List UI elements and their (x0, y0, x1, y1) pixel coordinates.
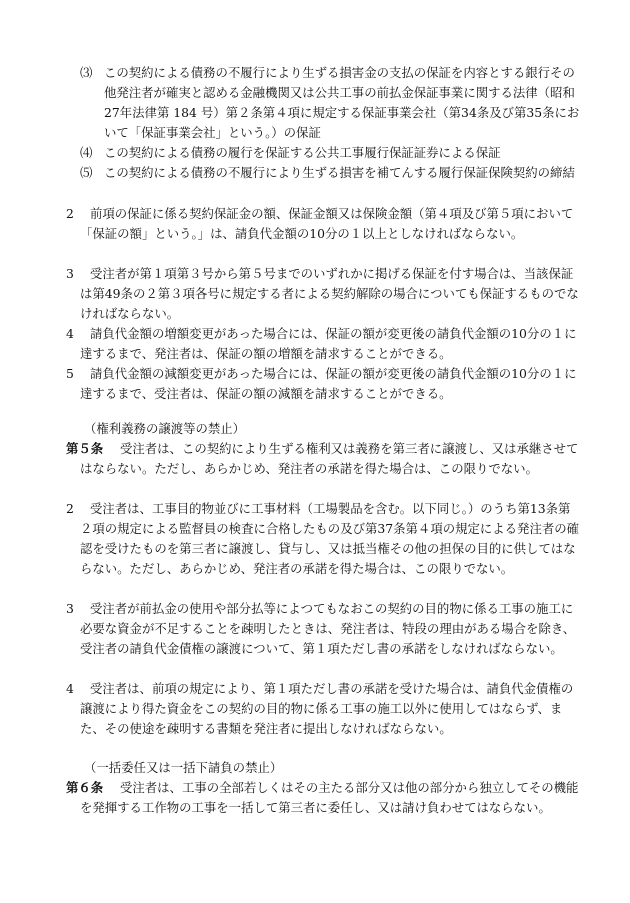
paragraph-text: 受注者が前払金の使用や部分払等によつてもなおこの契約の目的物に係る工事の施工に必要な資金が不足することを疎明したときは、発注者は、特段の理由がある場合を除き、受注者の請負代金債権の譲渡について、第１項ただし書の承諾をしなければならない。 (80, 601, 576, 656)
paragraph (66, 364, 580, 404)
article-heading: （権利義務の譲渡等の禁止） (84, 421, 246, 436)
paragraph-text: 受注者が第１項第３号から第５号までのいずれかに掲げる保証を付す場合は、当該保証は第49条の２第３項各号に規定する者による契約解除の場合についても保証するものでなければならない。 (80, 266, 579, 321)
paragraph-text: 請負代金額の増額変更があった場合には、保証の額が変更後の請負代金額の10分の１に達するまで、発注者は、保証の額の増額を請求することができる。 (80, 326, 577, 361)
paragraph-number: 2 (66, 206, 74, 221)
list-item (80, 163, 580, 183)
item-number: ⑶ (80, 65, 93, 80)
article-body (66, 778, 580, 818)
paragraph-number: 3 (66, 601, 74, 616)
article-text: 受注者は、この契約により生ずる権利又は義務を第三者に譲渡し、又は承継させてはならない。ただし、あらかじめ、発注者の承諾を得た場合は、この限りでない。 (80, 441, 579, 476)
paragraph (66, 599, 580, 659)
paragraph-text: 受注者は、工事目的物並びに工事材料（工場製品を含む。以下同じ。）のうち第13条第２項の規定による監督員の検査に合格したもの及び第37条第４項の規定による発注者の確認を受けたものを第三者に譲渡し、貸与し、又は抵当権その他の担保の目的に供してはならない。ただし、あらかじめ、発注者の承諾を得た場合は、この限りでない。 (80, 501, 580, 576)
item-text: この契約による債務の不履行により生ずる損害金の支払の保証を内容とする銀行その他発注者が確実と認める金融機関又は公共工事の前払金保証事業に関する法律（昭和27年法律第 184 号）第２条第４項に規定する保証事業会社（第34条及び第35条において「保証事業会社」という。）の保証 (104, 65, 580, 140)
paragraph-number: 5 (66, 366, 74, 381)
paragraph-number: 4 (66, 326, 74, 341)
paragraph-text: 請負代金額の減額変更があった場合には、保証の額が変更後の請負代金額の10分の１に達するまで、受注者は、保証の額の減額を請求することができる。 (80, 366, 577, 401)
paragraph (66, 264, 580, 324)
item-text: この契約による債務の履行を保証する公共工事履行保証証券による保証 (104, 145, 501, 160)
list-item (80, 143, 580, 163)
article-label: 第６条 (66, 780, 104, 795)
paragraph (66, 679, 580, 739)
item-number: ⑸ (80, 165, 93, 180)
article-text: 受注者は、工事の全部若しくはその主たる部分又は他の部分から独立してその機能を発揮する工作物の工事を一括して第三者に委任し、又は請け負わせてはならない。 (80, 780, 579, 815)
article-label: 第５条 (66, 441, 104, 456)
list-item (80, 63, 580, 143)
item-text: この契約による債務の不履行により生ずる損害を補てんする履行保証保険契約の締結 (104, 165, 575, 180)
item-number: ⑷ (80, 145, 93, 160)
paragraph-number: 3 (66, 266, 74, 281)
article-heading: （一括委任又は一括下請負の禁止） (84, 760, 283, 775)
paragraph (66, 204, 580, 244)
paragraph-number: 4 (66, 681, 74, 696)
article-body (66, 439, 580, 479)
paragraph-number: 2 (66, 501, 74, 516)
paragraph-text: 受注者は、前項の規定により、第１項ただし書の承諾を受けた場合は、請負代金債権の譲渡により得た資金をこの契約の目的物に係る工事の施工以外に使用してはならず、また、その使途を疎明する書類を発注者に提出しなければならない。 (80, 681, 574, 736)
paragraph-text: 前項の保証に係る契約保証金の額、保証金額又は保険金額（第４項及び第５項において「保証の額」という。」は、請負代金額の10分の１以上としなければならない。 (80, 206, 574, 241)
paragraph (66, 499, 580, 579)
paragraph (66, 324, 580, 364)
